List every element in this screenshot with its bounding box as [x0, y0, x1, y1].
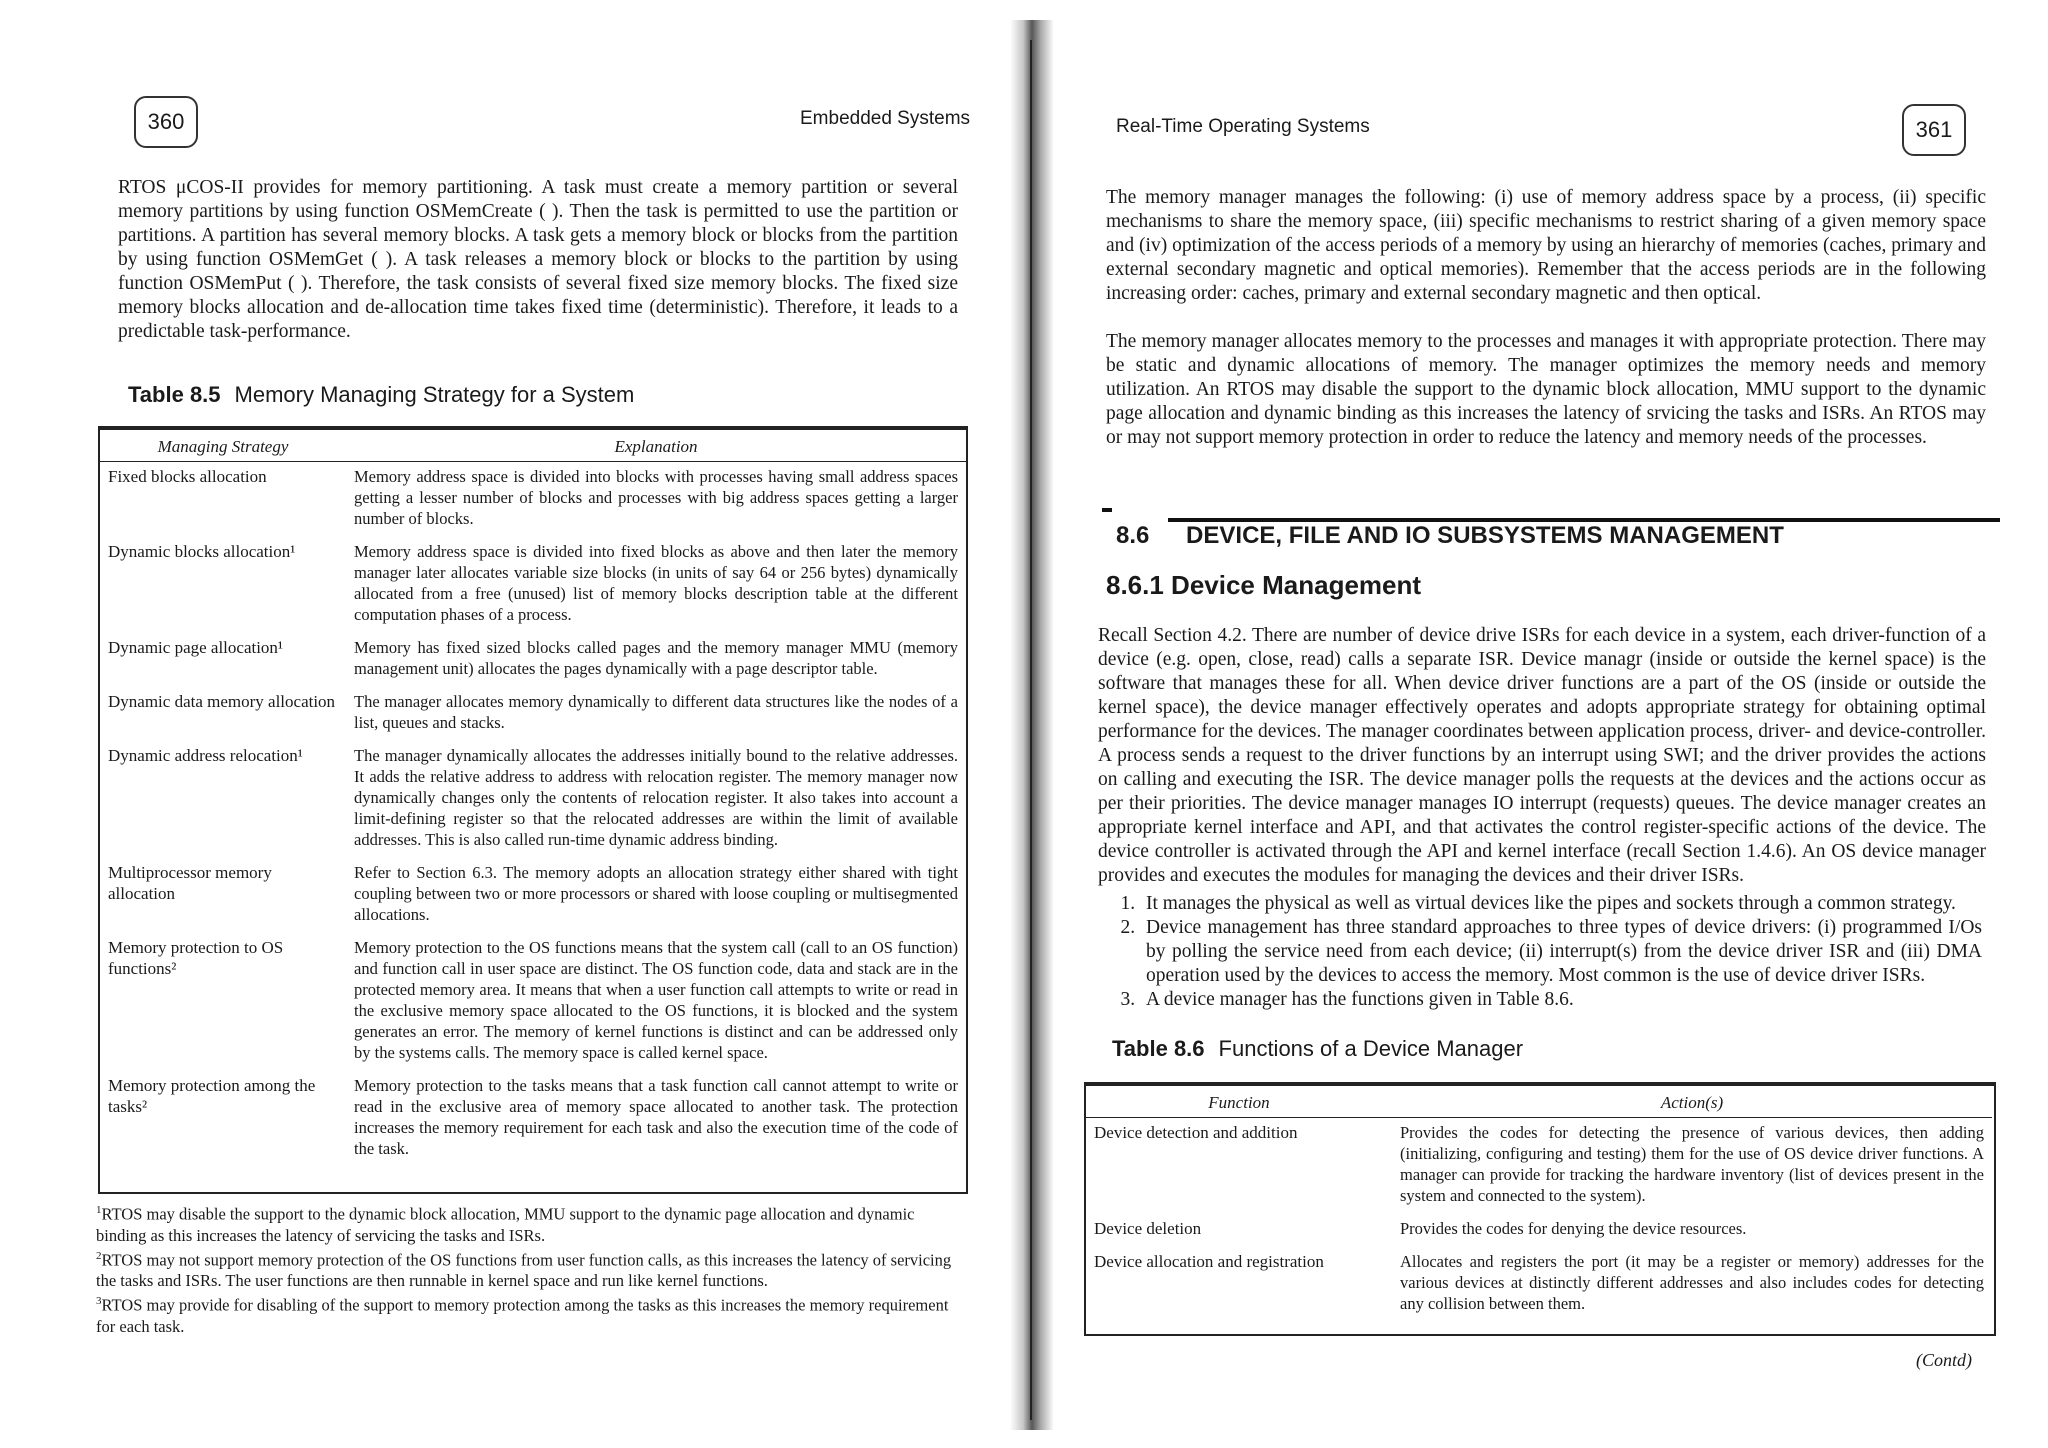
function-cell: Device detection and addition	[1094, 1123, 1298, 1142]
section-heading	[1116, 522, 1784, 550]
list-item: 3. A device manager has the functions given in Table 8.6.	[1140, 988, 1982, 1012]
strategy-cell: Dynamic data memory allocation	[108, 692, 336, 711]
page-number: 360	[134, 96, 198, 148]
table-title	[128, 382, 634, 408]
explanation-cell: Memory protection to the tasks means that a task function call cannot attempt to write or read in the exclusive area of memory space allocated to another task. The protection increases the memory requirement for each task and also the execution time of the code of the task.	[354, 1076, 958, 1158]
running-head: Real-Time Operating Systems	[1116, 116, 1370, 137]
column-header: Action(s)	[1392, 1088, 1992, 1118]
section-marker	[1102, 508, 1112, 512]
table-row	[100, 633, 966, 687]
function-cell: Device deletion	[1094, 1219, 1202, 1238]
running-head: Embedded Systems	[800, 108, 971, 129]
footnote: $^1$RTOS may disable the support to the dynamic block allocation, MMU support to the dynamic page allocation and dynamic binding as this increases the latency of servicing the tasks and ISRs.	[96, 1204, 915, 1245]
table-row	[1086, 1247, 1992, 1322]
list-item: 2. Device management has three standard approaches to three types of device drivers: (i) programmed I/Os by polling the service need from each device; (ii) interrupt(s) from the device driver ISR and (iii) DMA operation used by the devices to access the memory. Most common is the use of device driver ISRs.	[1140, 916, 1982, 988]
table-row	[1086, 1214, 1992, 1247]
footnote: $^2$RTOS may not support memory protection of the OS functions from user function calls, as this increases the latency of servicing the tasks and ISRs. The user functions are then runnable in kernel space and run like kernel functions.	[96, 1249, 952, 1290]
device-management-list	[1098, 892, 1982, 1012]
gutter-line	[1030, 40, 1032, 1420]
table-row	[100, 858, 966, 933]
strategy-cell: Dynamic address relocation¹	[108, 746, 303, 765]
strategy-table	[100, 432, 966, 1167]
explanation-cell: Memory protection to the OS functions means that the system call (call to an OS function) and function call in user space are distinct. The OS function code, data and stack are in the protected memory area. It means that when a user function call attempts to write or read in the exclusive memory space allocated to the OS functions, it is blocked and the system generates an error. The memory of kernel functions is distinct and can be addressed only by the systems calls. The memory space is called kernel space.	[354, 938, 958, 1062]
list-item: 1. It manages the physical as well as virtual devices like the pipes and sockets through a common strategy.	[1140, 892, 1982, 916]
right-page	[1040, 0, 2048, 1448]
paragraph-memory-manager: The memory manager manages the following: (i) use of memory address space by a process, (ii) specific mechanisms to share the memory space, (iii) specific mechanisms to restrict sharing of a given memory space and (iv) optimization of the access periods of a memory by using an hierarchy of memories (caches, primary and external secondary magnetic and optical memories). Remember that the access periods are in the following increasing order: caches, primary and external secondary magnetic and then optical.	[1106, 187, 1986, 304]
strategy-cell: Memory protection to OS functions²	[108, 938, 284, 978]
action-cell: Provides the codes for detecting the presence of various devices, then adding (initializing, configuring and testing) them for the use of OS device driver functions. A manager can provide for tracking the hardware inventory (list of devices present in the system and connected to the system).	[1400, 1123, 1984, 1205]
page-number: 361	[1902, 104, 1966, 156]
continued-label: (Contd)	[1916, 1350, 1972, 1370]
subsection-heading: 8.6.1 Device Management	[1106, 570, 1422, 600]
table-label: Table 8.5	[128, 382, 221, 407]
table-header-row	[1086, 1088, 1992, 1118]
explanation-cell: Memory address space is divided into blocks with processes having small address spaces getting a lesser number of blocks and processes with big address spaces getting a larger number of blocks.	[354, 467, 958, 528]
paragraph-memory-allocation: The memory manager allocates memory to the processes and manages it with appropriate protection. There may be static and dynamic allocations of memory. The manager optimizes the memory needs and memory utilization. An RTOS may disable the support to the dynamic block allocation, MMU support to the dynamic page allocation and dynamic binding as this increases the latency of srvicing the tasks and ISRs. An RTOS may or may not support memory protection in order to reduce the latency and memory needs of the processes.	[1106, 331, 1986, 448]
strategy-cell: Dynamic page allocation¹	[108, 638, 284, 657]
left-page	[0, 0, 1020, 1448]
footnotes	[96, 1200, 956, 1337]
table-label: Table 8.6	[1112, 1036, 1205, 1061]
explanation-cell: Memory has fixed sized blocks called pages and the memory manager MMU (memory management unit) allocates the pages dynamically with a page descriptor table.	[354, 638, 958, 678]
table-row	[100, 462, 966, 538]
table-row	[100, 741, 966, 858]
footnote: $^3$RTOS may provide for disabling of the support to memory protection among the tasks as this increases the memory requirement for each task.	[96, 1295, 949, 1336]
table-row	[1086, 1118, 1992, 1215]
column-header: Managing Strategy	[100, 432, 346, 462]
column-header: Explanation	[346, 432, 966, 462]
action-cell: Provides the codes for denying the device resources.	[1400, 1219, 1747, 1238]
explanation-cell: Refer to Section 6.3. The memory adopts an allocation strategy either shared with tight coupling between two or more processors or shared with loose coupling or multisegmented allocations.	[354, 863, 958, 924]
table-row	[100, 687, 966, 741]
explanation-cell: Memory address space is divided into fixed blocks as above and then later the memory manager later allocates variable size blocks (in units of say 64 or 256 bytes) dynamically allocated from a free (unused) list of memory blocks description table at the different computation phases of a process.	[354, 542, 958, 624]
table-caption: Memory Managing Strategy for a System	[234, 382, 635, 407]
column-header: Function	[1086, 1088, 1392, 1118]
table-header-row	[100, 432, 966, 462]
strategy-cell: Multiprocessor memory allocation	[108, 863, 272, 903]
table-title	[1112, 1036, 1523, 1062]
intro-paragraph: RTOS μCOS-II provides for memory partitioning. A task must create a memory partition or several memory partitions by using function OSMemCreate ( ). Then the task is permitted to use the partition or partitions. A partition has several memory blocks. A task gets a memory block or blocks from the partition by using function OSMemGet ( ). A task releases a memory block or blocks to the partition by using function OSMemPut ( ). Therefore, the task consists of several fixed size memory blocks. The fixed size memory blocks allocation and de-allocation time takes fixed time (deterministic). Therefore, it leads to a predictable task-performance.	[118, 177, 958, 342]
strategy-cell: Fixed blocks allocation	[108, 467, 267, 486]
table-caption: Functions of a Device Manager	[1218, 1036, 1524, 1061]
section-number: 8.6	[1116, 522, 1150, 549]
explanation-cell: The manager allocates memory dynamically to different data structures like the nodes of a list, queues and stacks.	[354, 692, 958, 732]
explanation-cell: The manager dynamically allocates the addresses initially bound to the relative addresses. It adds the relative address to address with relocation register. The memory manager now dynamically changes only the contents of relocation register. It also takes into account a limit-defining register so that the relocated addresses are within the limit of available addresses. This is also called run-time dynamic address binding.	[354, 746, 958, 849]
strategy-cell: Dynamic blocks allocation¹	[108, 542, 296, 561]
table-row	[100, 537, 966, 633]
table-row	[100, 1071, 966, 1167]
table-row	[100, 933, 966, 1071]
paragraph-device-management: Recall Section 4.2. There are number of device drive ISRs for each device in a system, each driver-function of a device (e.g. open, close, read) calls a separate ISR. Device managr (inside or outside the kernel space) is the software that manages these for all. When device driver functions are a part of the OS (inside or outside the kernel space), the device manager effectively operates and adopts appropriate strategy for obtaining optimal performance for the devices. The manager coordinates between application process, driver- and device-controller. A process sends a request to the driver functions by an interrupt using SWI; and the driver provides the actions on calling and executing the ISR. The device manager polls the requests at the devices and the actions occur as per their priorities. The device manager manages IO interrupt (requests) queues. The device manager creates an appropriate kernel interface and API, and that activates the control register-specific actions of the device. The device controller is activated through the API and kernel interface (recall Section 1.4.6). An OS device manager provides and executes the modules for managing the devices and their driver ISRs.	[1098, 625, 1986, 886]
section-title: DEVICE, FILE AND IO SUBSYSTEMS MANAGEMENT	[1186, 522, 1784, 549]
strategy-cell: Memory protection among the tasks²	[108, 1076, 316, 1116]
action-cell: Allocates and registers the port (it may be a register or memory) addresses for the various devices at distinctly different addresses and also includes codes for detecting any collision between them.	[1400, 1252, 1984, 1313]
function-cell: Device allocation and registration	[1094, 1252, 1324, 1271]
device-functions-table	[1086, 1088, 1992, 1322]
